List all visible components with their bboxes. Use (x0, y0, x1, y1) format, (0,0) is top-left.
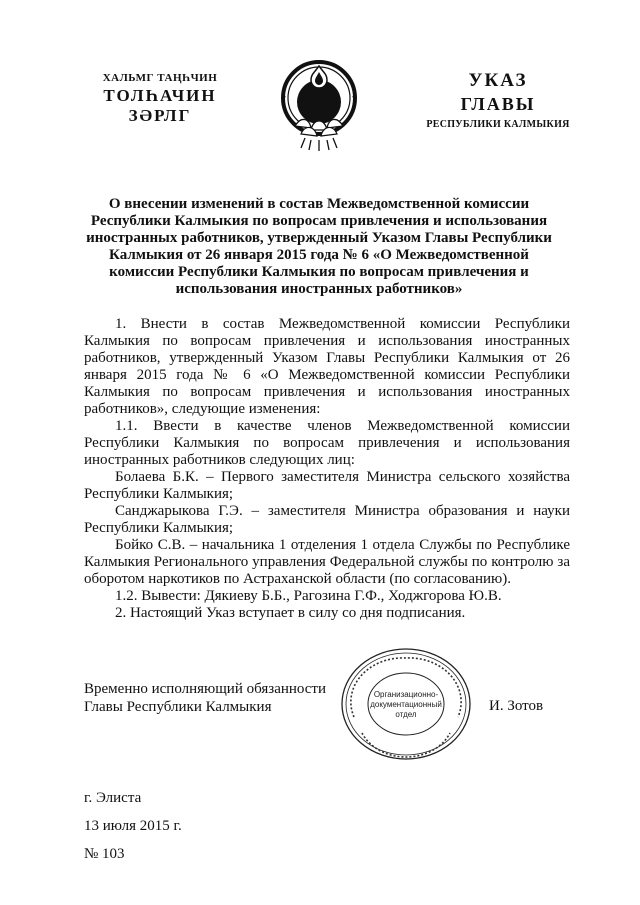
paragraph-1-2: 1.2. Вывести: Дякиеву Б.Б., Рагозина Г.Ф., Ходжгорова Ю.В. (115, 588, 502, 604)
paragraph-1-1: 1.1. Ввести в качестве членов Межведомственной комиссии Республики Калмыкия по вопросам привлечения и использования иностранных работников следующих лиц: (84, 418, 570, 468)
stamp-inner-line1: Организационно- (373, 690, 439, 699)
document-place: г. Элиста (84, 790, 142, 806)
header-right-line1: УКАЗ (468, 70, 528, 91)
coat-of-arms-icon (275, 52, 363, 152)
header-left-block (60, 72, 260, 126)
paragraph-2: 2. Настоящий Указ вступает в силу со дня подписания. (115, 605, 466, 621)
document-date: 13 июля 2015 г. (84, 818, 182, 834)
paragraph-1: 1. Внести в состав Межведомственной комиссии Республики Калмыкия по вопросам привлечения и использования иностранных работников, утвержденный Указом Главы Республики Калмыкия от 26 января 2015 года № 6 «О Межведомственной комиссии Республики Калмыкия по вопросам привлечения и использования иностранных работников», следующие изменения: (84, 316, 570, 417)
header-right-line2: ГЛАВЫ (460, 94, 536, 114)
paragraph-member-1: Болаева Б.К. – Первого заместителя Министра сельского хозяйства Республики Калмыкия; (84, 469, 570, 502)
signer-position-line2: Главы Республики Калмыкия (84, 699, 272, 715)
signer-name: И. Зотов (489, 698, 544, 714)
document-title: О внесении изменений в состав Межведомственной комиссии Республики Калмыкия по вопросам привлечения и использования иностранных работников, утвержденный Указом Главы Республики Калмыкия от 26 января 2015 года № 6 «О Межведомственной комиссии Республики Калмыкия по вопросам привлечения и использования иностранных работников» (86, 196, 552, 297)
document-body (84, 316, 570, 622)
header-left-line3: ЗӘРЛГ (128, 106, 192, 125)
stamp-inner-line3: отдел (395, 710, 417, 719)
official-stamp-icon (338, 645, 474, 763)
document-number: № 103 (84, 846, 125, 862)
header-left-line2: ТОЛҺАЧИН (103, 86, 217, 105)
paragraph-member-2: Санджарыкова Г.Э. – заместителя Министра образования и науки Республики Калмыкия; (84, 503, 570, 536)
stamp-inner-line2: документационный (370, 700, 442, 709)
signer-position-line1: Временно исполняющий обязанности (84, 681, 327, 697)
paragraph-member-3: Бойко С.В. – начальника 1 отделения 1 отдела Службы по Республике Калмыкия Регионального управления Федеральной службы по контролю за оборотом наркотиков по Астраханской области (по согласованию). (84, 537, 570, 587)
header-right-block (398, 70, 598, 130)
header-right-line3: РЕСПУБЛИКИ КАЛМЫКИЯ (426, 119, 570, 130)
header-left-line1: ХАЛЬМГ ТАҢҺЧИН (102, 72, 218, 84)
